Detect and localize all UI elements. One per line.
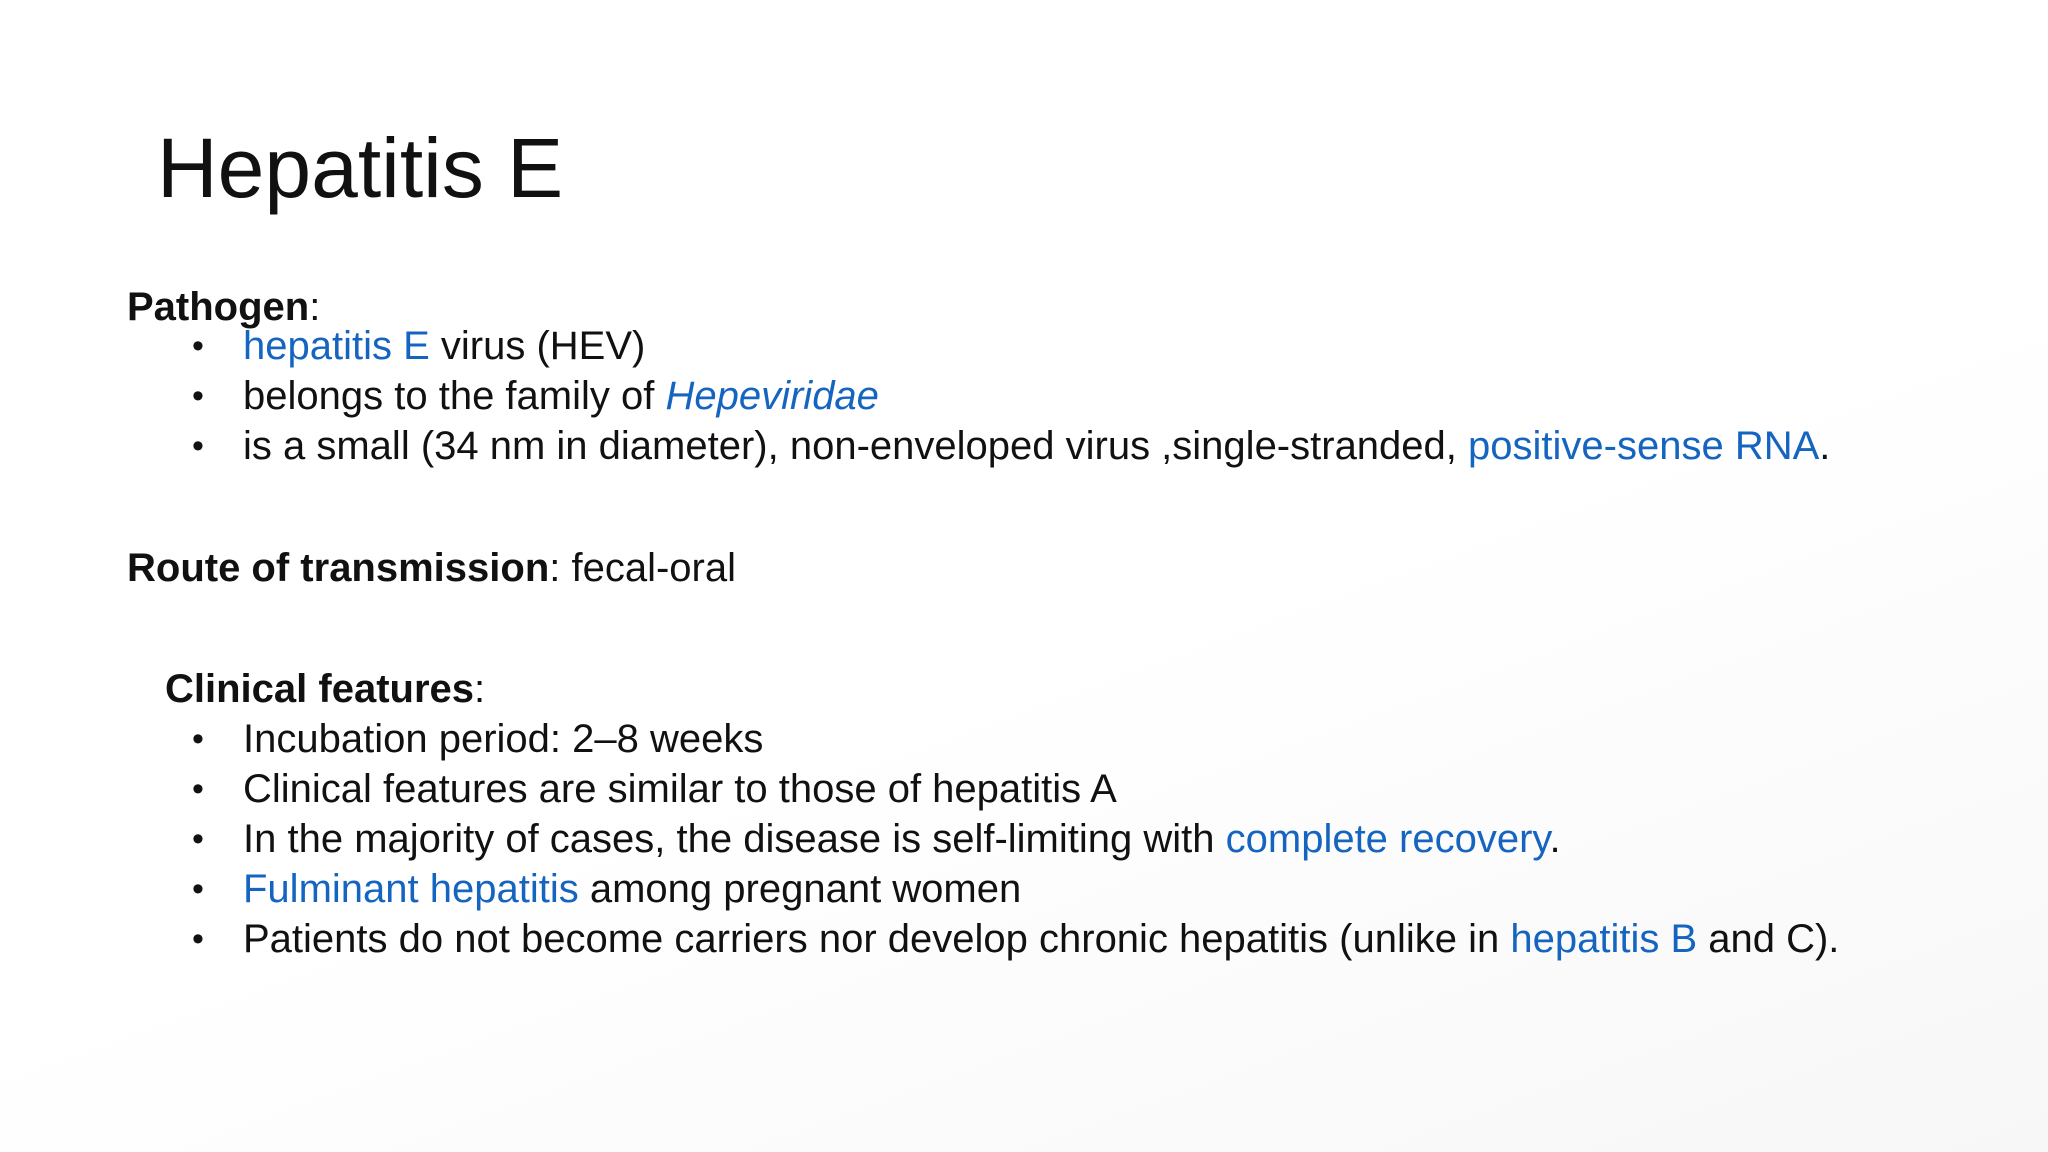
bullet-icon: • <box>192 720 204 758</box>
bullet-text-post: and C). <box>1697 917 1840 961</box>
bullet-text <box>243 864 1021 914</box>
hepeviridae-link[interactable]: Hepeviridae <box>665 374 879 418</box>
complete-recovery-link[interactable]: complete recovery <box>1225 817 1550 861</box>
clinical-heading-colon: : <box>474 667 486 711</box>
route-heading <box>127 543 736 593</box>
bullet-text-pre: is a small (34 nm in diameter), non-enveloped virus ,single-stranded, <box>243 424 1469 468</box>
bullet-icon: • <box>192 377 204 415</box>
bullet-text: Clinical features are similar to those of hepatitis A <box>243 767 1117 811</box>
bullet-icon: • <box>192 770 204 808</box>
bullet-icon: • <box>192 920 204 958</box>
bullet-text <box>243 321 645 371</box>
bullet-text-pre: Patients do not become carriers nor develop chronic hepatitis (unlike in <box>243 917 1511 961</box>
bullet-text-post: among pregnant women <box>578 867 1022 911</box>
bullet-text <box>243 814 1561 864</box>
bullet-text-post: . <box>1549 817 1561 861</box>
bullet-icon: • <box>192 820 204 858</box>
bullet-icon: • <box>192 327 204 365</box>
pathogen-heading-colon: : <box>309 285 321 329</box>
slide-title: Hepatitis E <box>157 121 564 215</box>
bullet-text <box>243 421 1830 471</box>
pathogen-heading-label: Pathogen <box>127 285 310 329</box>
bullet-icon: • <box>192 427 204 465</box>
clinical-heading-label: Clinical features <box>165 667 475 711</box>
positive-sense-rna-link[interactable]: positive-sense RNA <box>1468 424 1820 468</box>
bullet-text: Incubation period: 2–8 weeks <box>243 717 764 761</box>
bullet-text-pre: belongs to the family of <box>243 374 666 418</box>
hepatitis-b-link[interactable]: hepatitis B <box>1510 917 1698 961</box>
hepatitis-e-link[interactable]: hepatitis E <box>243 324 430 368</box>
clinical-heading <box>165 664 485 714</box>
fulminant-hepatitis-link[interactable]: Fulminant hepatitis <box>243 867 579 911</box>
bullet-text <box>243 914 1839 964</box>
route-value: : fecal-oral <box>549 546 737 590</box>
route-heading-label: Route of transmission <box>127 546 550 590</box>
bullet-text-rest: virus (HEV) <box>429 324 646 368</box>
bullet-text <box>243 371 879 421</box>
bullet-text-post: . <box>1819 424 1831 468</box>
bullet-text-pre: In the majority of cases, the disease is self-limiting with <box>243 817 1226 861</box>
bullet-icon: • <box>192 870 204 908</box>
